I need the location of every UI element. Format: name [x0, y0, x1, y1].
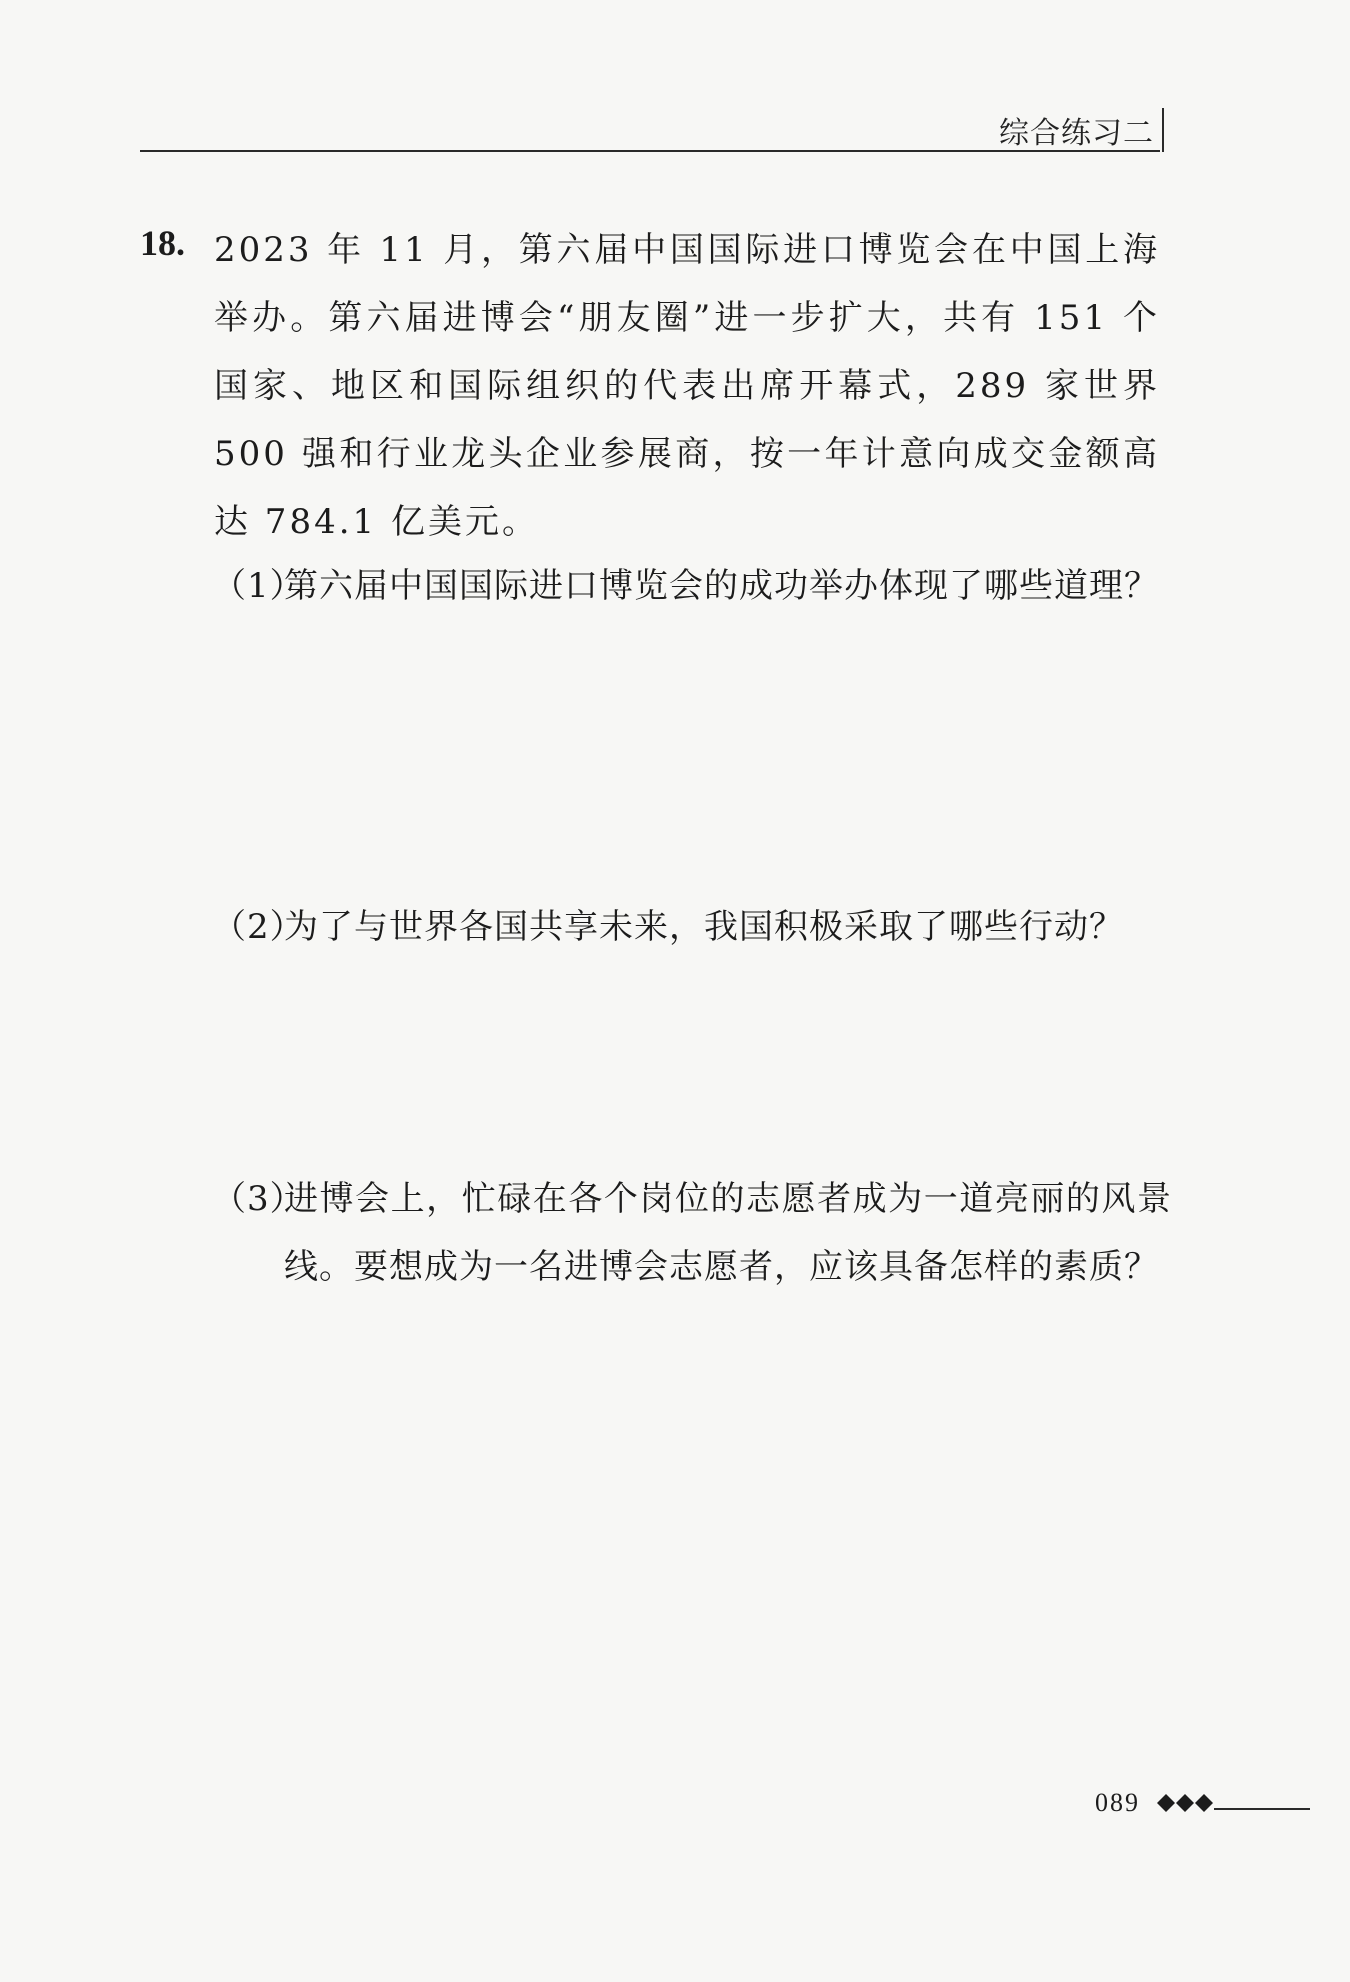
three-diamonds-icon	[1157, 1788, 1217, 1818]
sub-question-label: （2）	[212, 907, 305, 947]
section-title: 综合练习二	[999, 116, 1154, 151]
page-number: 089	[1095, 1788, 1140, 1817]
header-divider-bar	[1162, 108, 1164, 152]
sub-question-label: （1）	[212, 566, 305, 606]
sub-question-3	[212, 1165, 1172, 1301]
sub-question-text: 进博会上，忙碌在各个岗位的志愿者成为一道亮丽的风景线。要想成为一名进博会志愿者，应该具备怎样的素质？	[284, 1179, 1172, 1287]
sub-question-text: 为了与世界各国共享未来，我国积极采取了哪些行动？	[284, 907, 1124, 947]
sub-question-label: （3）	[212, 1179, 305, 1219]
footer-rule	[1214, 1808, 1310, 1810]
header-rule	[140, 150, 1160, 152]
question-number: 18.	[140, 223, 185, 263]
sub-question-text: 第六届中国国际进口博览会的成功举办体现了哪些道理？	[284, 566, 1159, 606]
question-stem: 2023 年 11 月，第六届中国国际进口博览会在中国上海举办。第六届进博会“朋友圈”进一步扩大，共有 151 个国家、地区和国际组织的代表出席开幕式，289 家世界 500 强和行业龙头企业参展商，按一年计意向成交金额高达 784.1 亿美元。	[214, 230, 1160, 542]
sub-question-1	[212, 552, 1172, 620]
sub-question-2	[212, 893, 1172, 961]
question-18	[140, 216, 1180, 556]
